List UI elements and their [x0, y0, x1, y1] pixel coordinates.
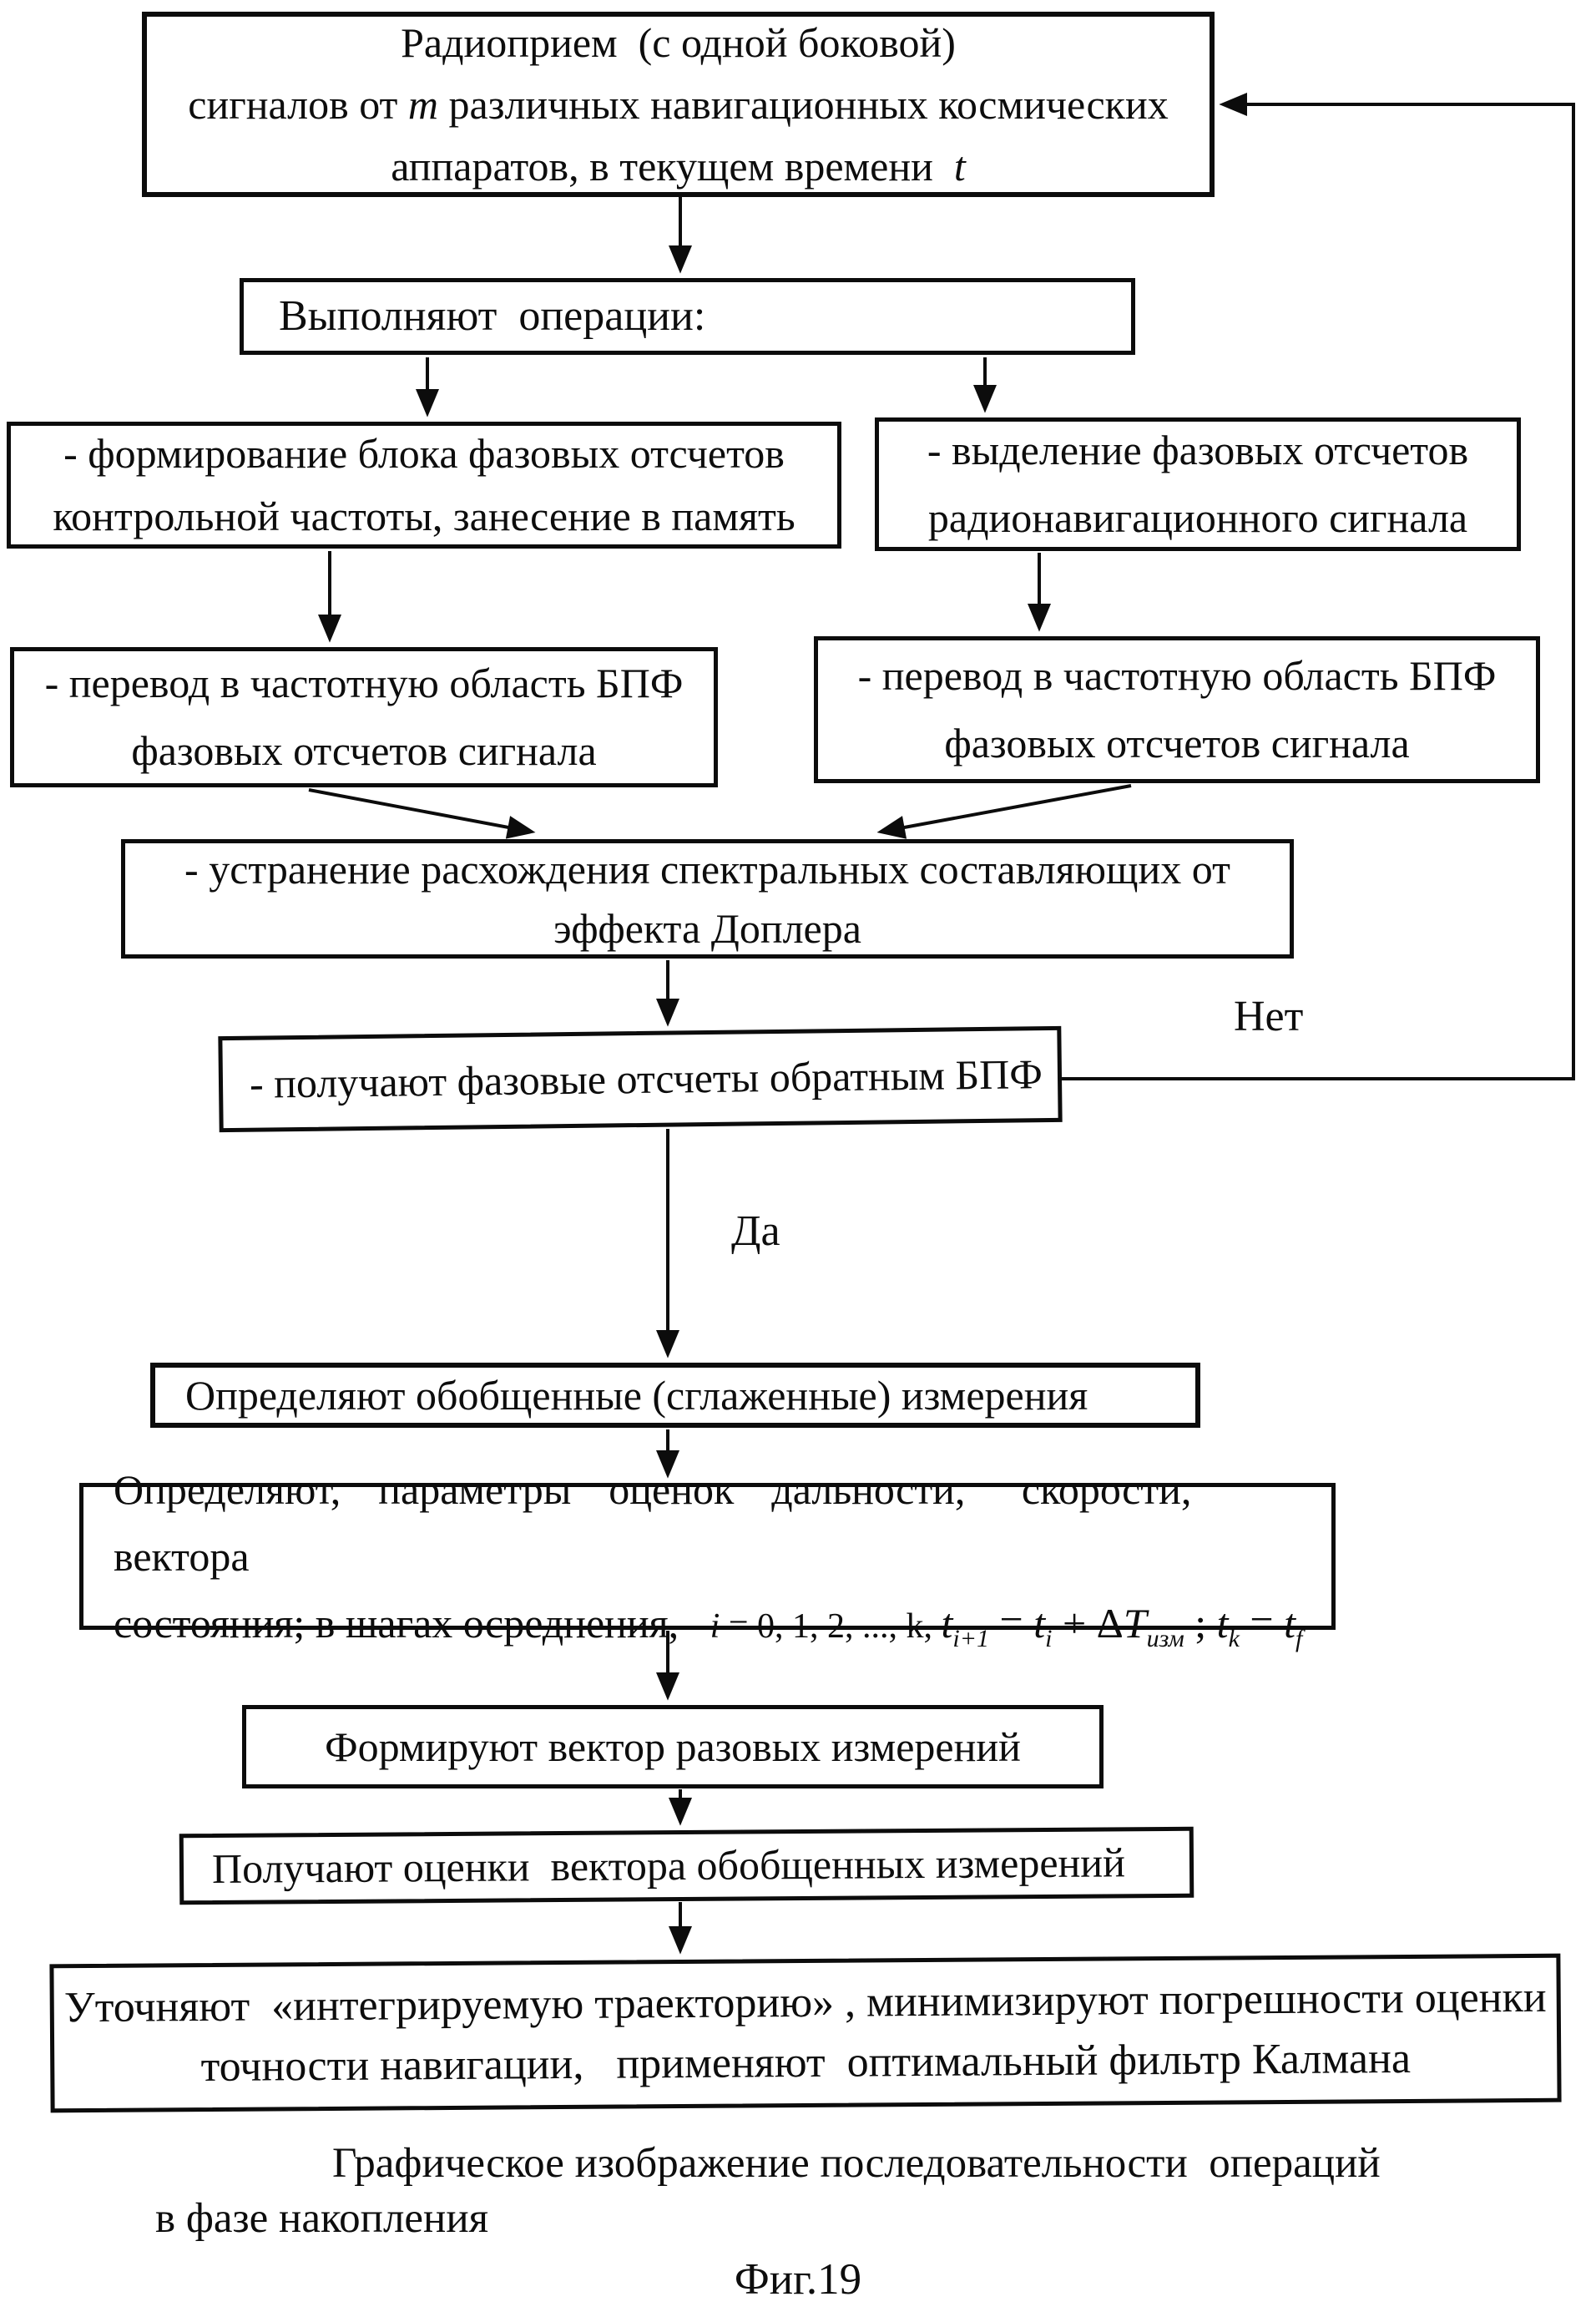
node-text: - перевод в частотную область БПФ	[857, 652, 1497, 699]
node-text: Уточняют «интегрируемую траекторию» , минимизируют погрешности оценки	[63, 1974, 1547, 2032]
node-text: Определяют обобщенные (сглаженные) измерения	[185, 1371, 1088, 1419]
node-inverse-fft	[218, 1026, 1062, 1132]
node-text: - выделение фазовых отсчетов	[927, 427, 1469, 473]
node-estimate-parameters	[79, 1466, 1336, 1652]
label-yes: Да	[731, 1207, 780, 1255]
node-get-vector-estimates	[179, 1827, 1194, 1905]
label-no: Нет	[1234, 993, 1304, 1040]
node-text: Формируют вектор разовых измерений	[325, 1723, 1021, 1770]
arrow-fft-right-to-doppler	[881, 786, 1131, 832]
node-text: фазовых отсчетов сигнала	[944, 720, 1410, 766]
node-text: радионавигационного сигнала	[927, 494, 1468, 541]
node-perform-operations	[240, 278, 1135, 355]
node-generalized-measurements	[150, 1363, 1200, 1428]
arrow-fft-left-to-doppler	[309, 790, 531, 832]
node-text: Радиоприем (с одной боковой)	[401, 19, 956, 66]
node-text: - устранение расхождения спектральных составляющих от	[184, 845, 1230, 893]
caption-line-2: в фазе накопления	[155, 2195, 489, 2242]
node-text: сигналов от m различных навигационных космических	[188, 81, 1169, 128]
node-form-measurement-vector	[242, 1705, 1104, 1788]
node-text: Определяют, параметры оценок дальности, скорости, вектора	[114, 1466, 1248, 1580]
node-form-phase-block	[7, 422, 841, 549]
node-text: - перевод в частотную область БПФ	[44, 660, 684, 706]
node-extract-phase-samples	[875, 417, 1521, 551]
node-text: аппаратов, в текущем времени t	[391, 143, 966, 190]
node-kalman-filter	[49, 1954, 1561, 2113]
node-text: Получают оценки вектора обобщенных измерений	[211, 1839, 1126, 1892]
node-formula: состояния; в шагах осреднения, i = 0, 1, 2, ..., k, $t_{i+1} = t_i + \Delta T_{изм}$ ; $t_k = t_f$	[114, 1600, 1303, 1652]
node-text: - формирование блока фазовых отсчетов	[63, 430, 785, 477]
node-fft-left	[10, 647, 718, 787]
node-text: эффекта Доплера	[553, 904, 861, 952]
node-text: точности навигации, применяют оптимальный фильтр Калмана	[200, 2034, 1412, 2092]
node-text: Выполняют операции:	[279, 292, 706, 340]
node-radio-reception	[142, 12, 1215, 197]
caption-line-1: Графическое изображение последовательности операций	[332, 2140, 1381, 2187]
node-fft-right	[814, 636, 1540, 783]
node-text: - получают фазовые отсчеты обратным БПФ	[249, 1050, 1043, 1107]
node-text: контрольной частоты, занесение в память	[53, 493, 795, 539]
figure-label: Фиг.19	[734, 2255, 862, 2304]
node-text: фазовых отсчетов сигнала	[131, 727, 597, 774]
node-doppler-correction	[121, 839, 1294, 959]
